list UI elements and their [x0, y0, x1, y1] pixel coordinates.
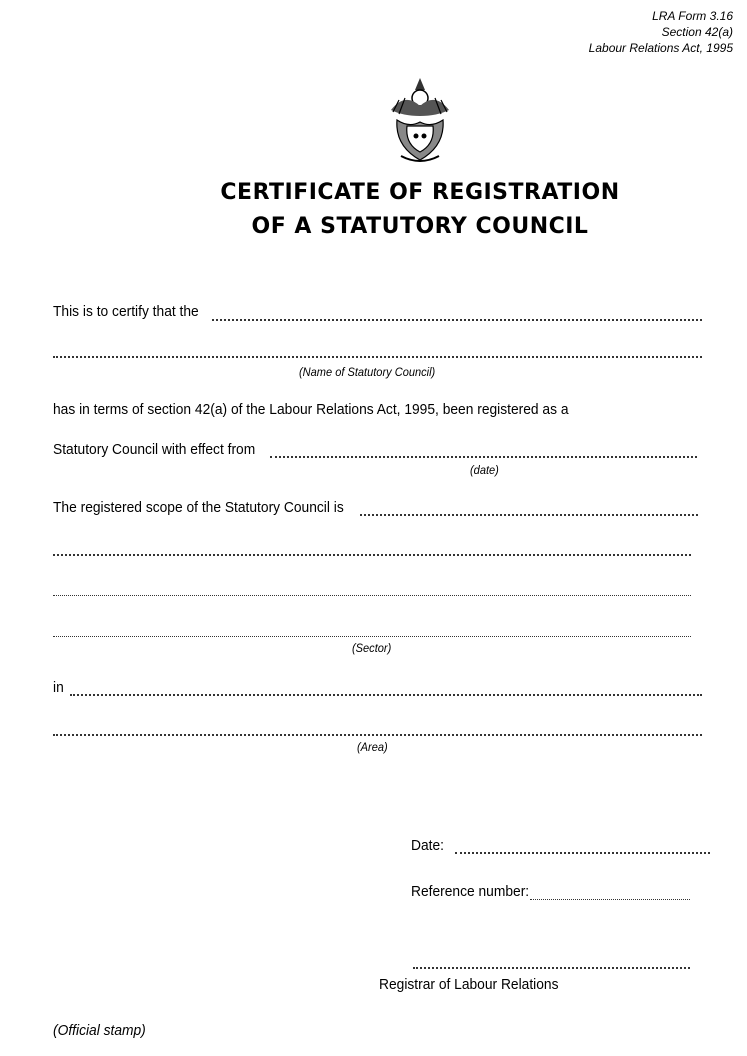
effective-date-field[interactable]	[270, 444, 697, 458]
sector-caption: (Sector)	[352, 641, 392, 655]
scope-field[interactable]	[360, 502, 698, 516]
registered-statement: has in terms of section 42(a) of the Labour Relations Act, 1995, been registered as a	[53, 401, 569, 418]
form-number: LRA Form 3.16	[652, 9, 733, 23]
registrar-signature-field[interactable]	[413, 955, 690, 969]
certify-label: This is to certify that the	[53, 303, 199, 320]
scope-field-line2[interactable]	[53, 542, 691, 556]
in-label: in	[53, 679, 64, 696]
council-name-field[interactable]	[212, 307, 702, 321]
reference-number-label: Reference number:	[411, 883, 530, 900]
certificate-title-line1: CERTIFICATE OF REGISTRATION	[220, 180, 620, 205]
date-field[interactable]	[455, 840, 710, 854]
date-label: Date:	[411, 837, 444, 854]
date-caption: (date)	[470, 463, 499, 477]
scope-field-line4[interactable]	[53, 624, 691, 637]
certificate-title-line2: OF A STATUTORY COUNCIL	[251, 214, 589, 239]
area-caption: (Area)	[357, 740, 388, 754]
reference-number-field[interactable]	[530, 887, 690, 900]
scope-field-line3[interactable]	[53, 583, 691, 596]
act-reference: Labour Relations Act, 1995	[588, 41, 733, 55]
effect-from-label: Statutory Council with effect from	[53, 441, 256, 458]
scope-label: The registered scope of the Statutory Council is	[53, 499, 344, 516]
coat-of-arms-icon	[385, 76, 455, 164]
registrar-title: Registrar of Labour Relations	[379, 976, 559, 993]
council-name-field-continued[interactable]	[53, 344, 702, 358]
name-caption: (Name of Statutory Council)	[299, 365, 436, 379]
area-field[interactable]	[70, 682, 702, 696]
area-field-continued[interactable]	[53, 722, 702, 736]
section-reference: Section 42(a)	[661, 25, 733, 39]
official-stamp-label: (Official stamp)	[53, 1022, 146, 1039]
